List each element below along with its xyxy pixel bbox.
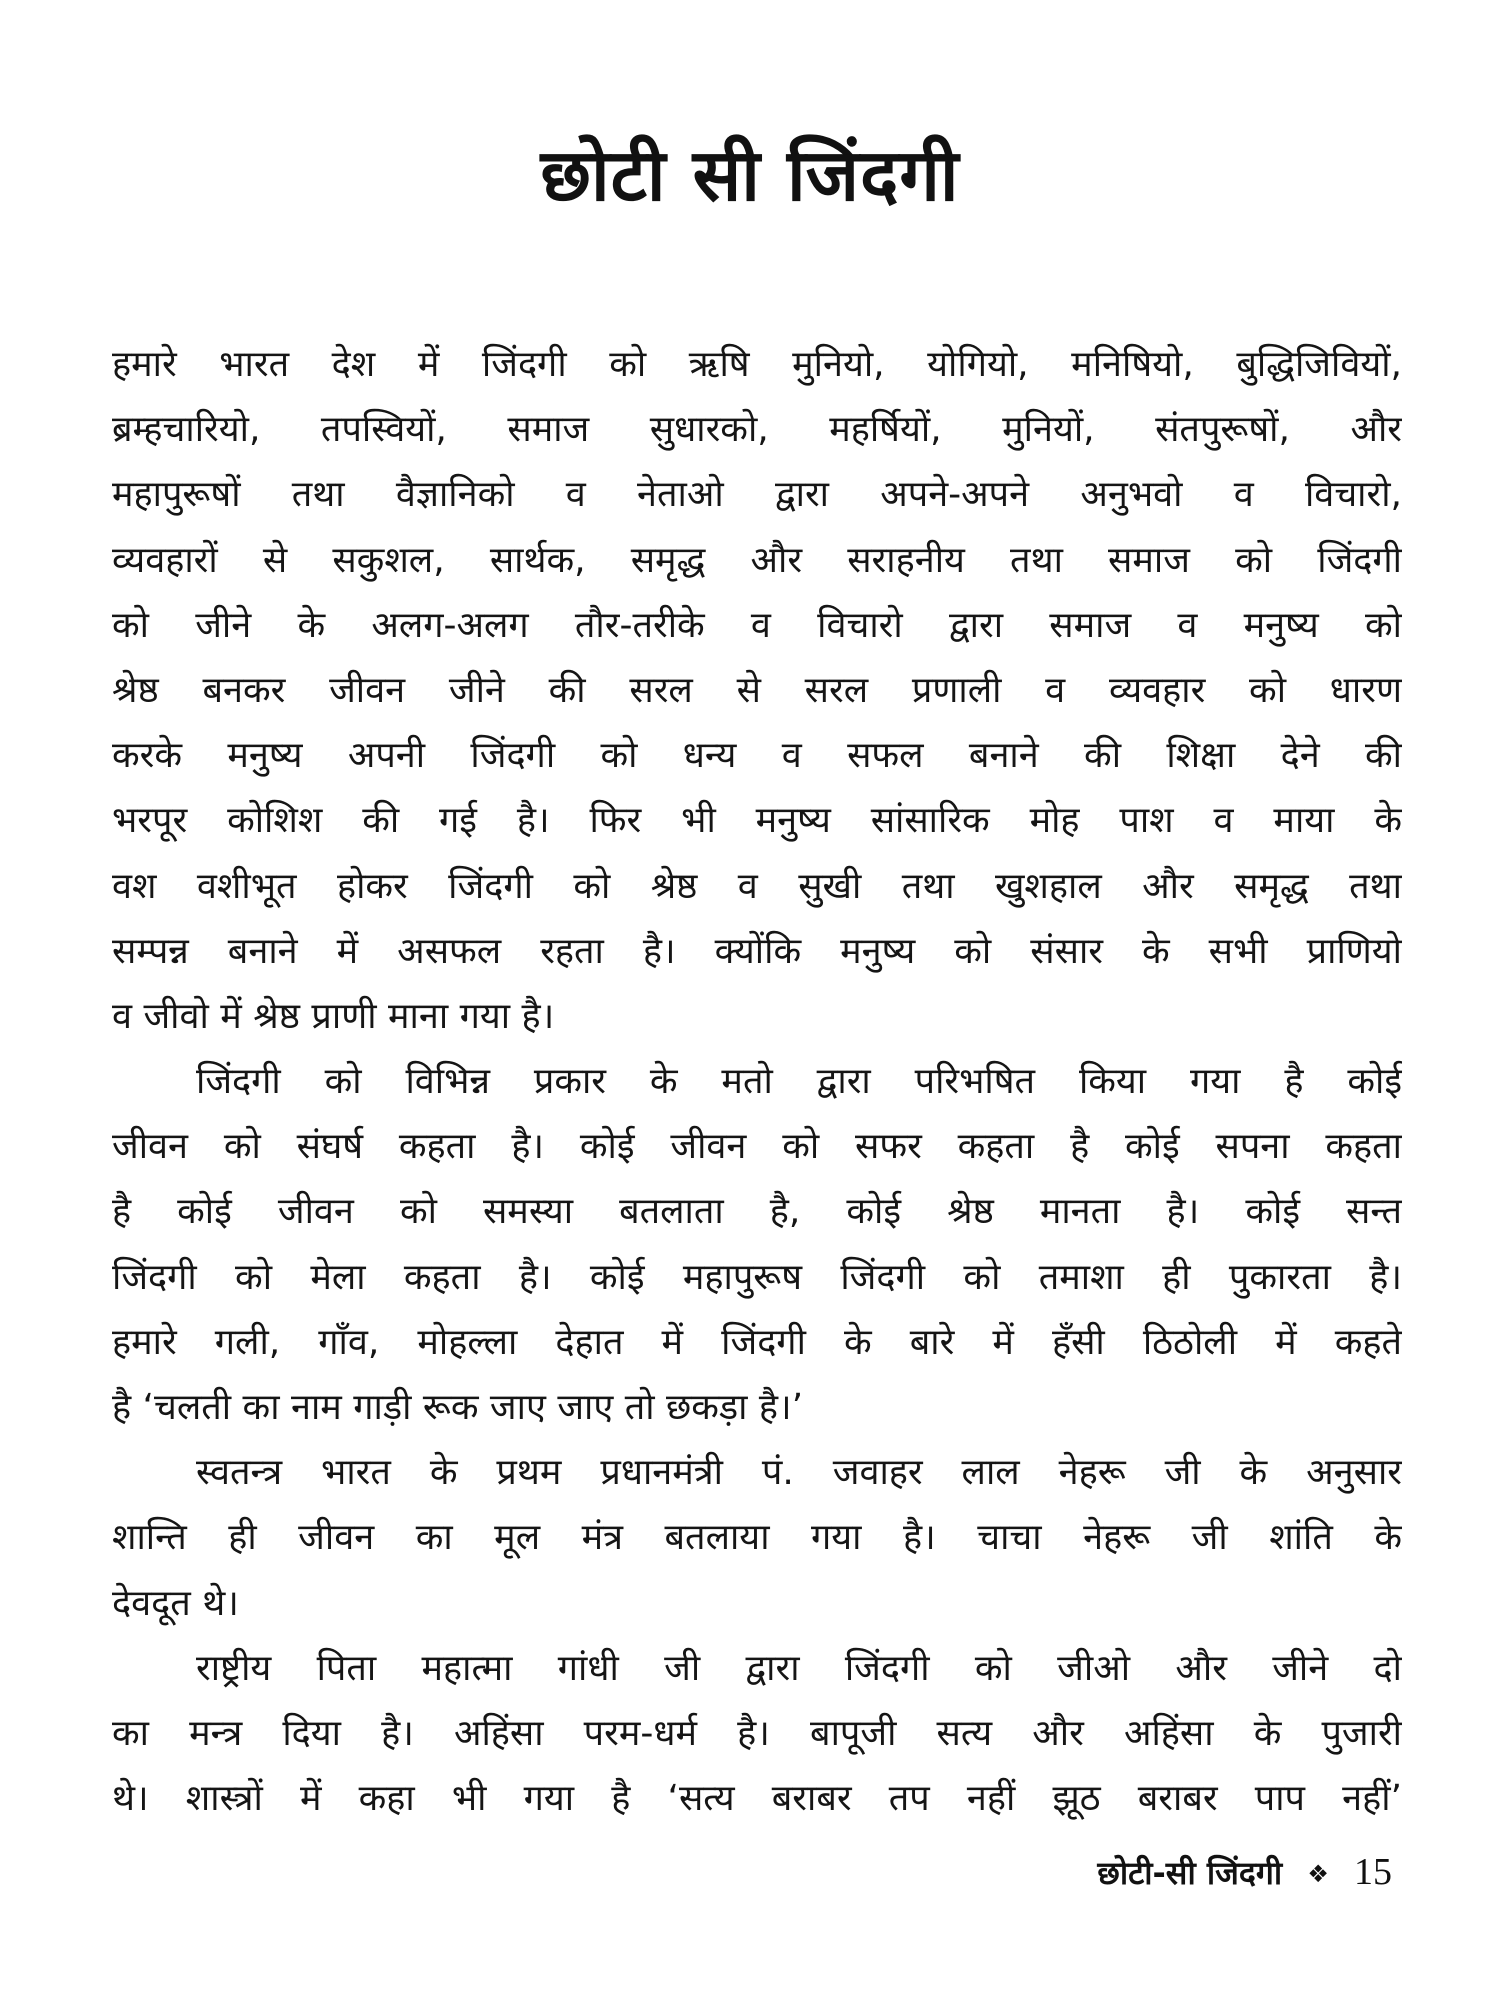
text-line: व जीवो में श्रेष्ठ प्राणी माना गया है। — [112, 995, 555, 1037]
text-line: है कोई जीवन को समस्या बतलाता है, कोई श्रेष्ठ मानता है। कोई सन्त — [112, 1191, 1402, 1233]
text-line: श्रेष्ठ बनकर जीवन जीने की सरल से सरल प्रणाली व व्यवहार को धारण — [112, 669, 1402, 711]
text-line: करके मनुष्य अपनी जिंदगी को धन्य व सफल बनाने की शिक्षा देने की — [112, 735, 1402, 777]
text-line: जिंदगी को विभिन्न प्रकार के मतो द्वारा परिभषित किया गया है कोई — [196, 1061, 1402, 1103]
text-line: स्वतन्त्र भारत के प्रथम प्रधानमंत्री पं. जवाहर लाल नेहरू जी के अनुसार — [196, 1452, 1402, 1494]
page-footer — [1097, 1850, 1392, 1898]
text-line: हमारे गली, गाँव, मोहल्ला देहात में जिंदगी के बारे में हँसी ठिठोली में कहते — [112, 1321, 1402, 1363]
text-line: थे। शास्त्रों में कहा भी गया है ‘सत्य बराबर तप नहीं झूठ बराबर पाप नहीं’ — [112, 1778, 1402, 1820]
text-line: जीवन को संघर्ष कहता है। कोई जीवन को सफर कहता है कोई सपना कहता — [112, 1126, 1402, 1168]
running-title: छोटी-सी जिंदगी — [1097, 1854, 1283, 1892]
text-line: शान्ति ही जीवन का मूल मंत्र बतलाया गया है। चाचा नेहरू जी शांति के — [112, 1517, 1402, 1559]
page-title: छोटी सी जिंदगी — [540, 133, 960, 217]
text-line: जिंदगी को मेला कहता है। कोई महापुरूष जिंदगी को तमाशा ही पुकारता है। — [112, 1256, 1402, 1298]
text-line: सम्पन्न बनाने में असफल रहता है। क्योंकि मनुष्य को संसार के सभी प्राणियो — [112, 930, 1402, 972]
text-line: ब्रम्हचारियो, तपस्वियों, समाज सुधारको, महर्षियों, मुनियों, संतपुरूषों, और — [112, 409, 1402, 451]
text-line: का मन्त्र दिया है। अहिंसा परम-धर्म है। बापूजी सत्य और अहिंसा के पुजारी — [112, 1712, 1402, 1754]
text-line: को जीने के अलग-अलग तौर-तरीके व विचारो द्वारा समाज व मनुष्य को — [112, 604, 1402, 646]
text-line: वश वशीभूत होकर जिंदगी को श्रेष्ठ व सुखी तथा खुशहाल और समृद्ध तथा — [112, 865, 1402, 907]
text-line: देवदूत थे। — [112, 1582, 239, 1624]
text-line: राष्ट्रीय पिता महात्मा गांधी जी द्वारा जिंदगी को जीओ और जीने दो — [196, 1647, 1402, 1689]
text-line: हमारे भारत देश में जिंदगी को ऋषि मुनियो, योगियो, मनिषियो, बुद्धिजिवियों, — [112, 344, 1402, 385]
text-line: महापुरूषों तथा वैज्ञानिको व नेताओ द्वारा अपने-अपने अनुभवो व विचारो, — [112, 474, 1402, 516]
text-line: व्यवहारों से सकुशल, सार्थक, समृद्ध और सराहनीय तथा समाज को जिंदगी — [112, 539, 1402, 581]
page-number: 15 — [1354, 1851, 1392, 1893]
text-line: है ‘चलती का नाम गाड़ी रूक जाए जाए तो छकड़ा है।’ — [112, 1387, 804, 1428]
diamond-ornament-icon: ❖ — [1307, 1860, 1329, 1888]
body-text — [112, 332, 1402, 1831]
text-line: भरपूर कोशिश की गई है। फिर भी मनुष्य सांसारिक मोह पाश व माया के — [112, 800, 1402, 842]
